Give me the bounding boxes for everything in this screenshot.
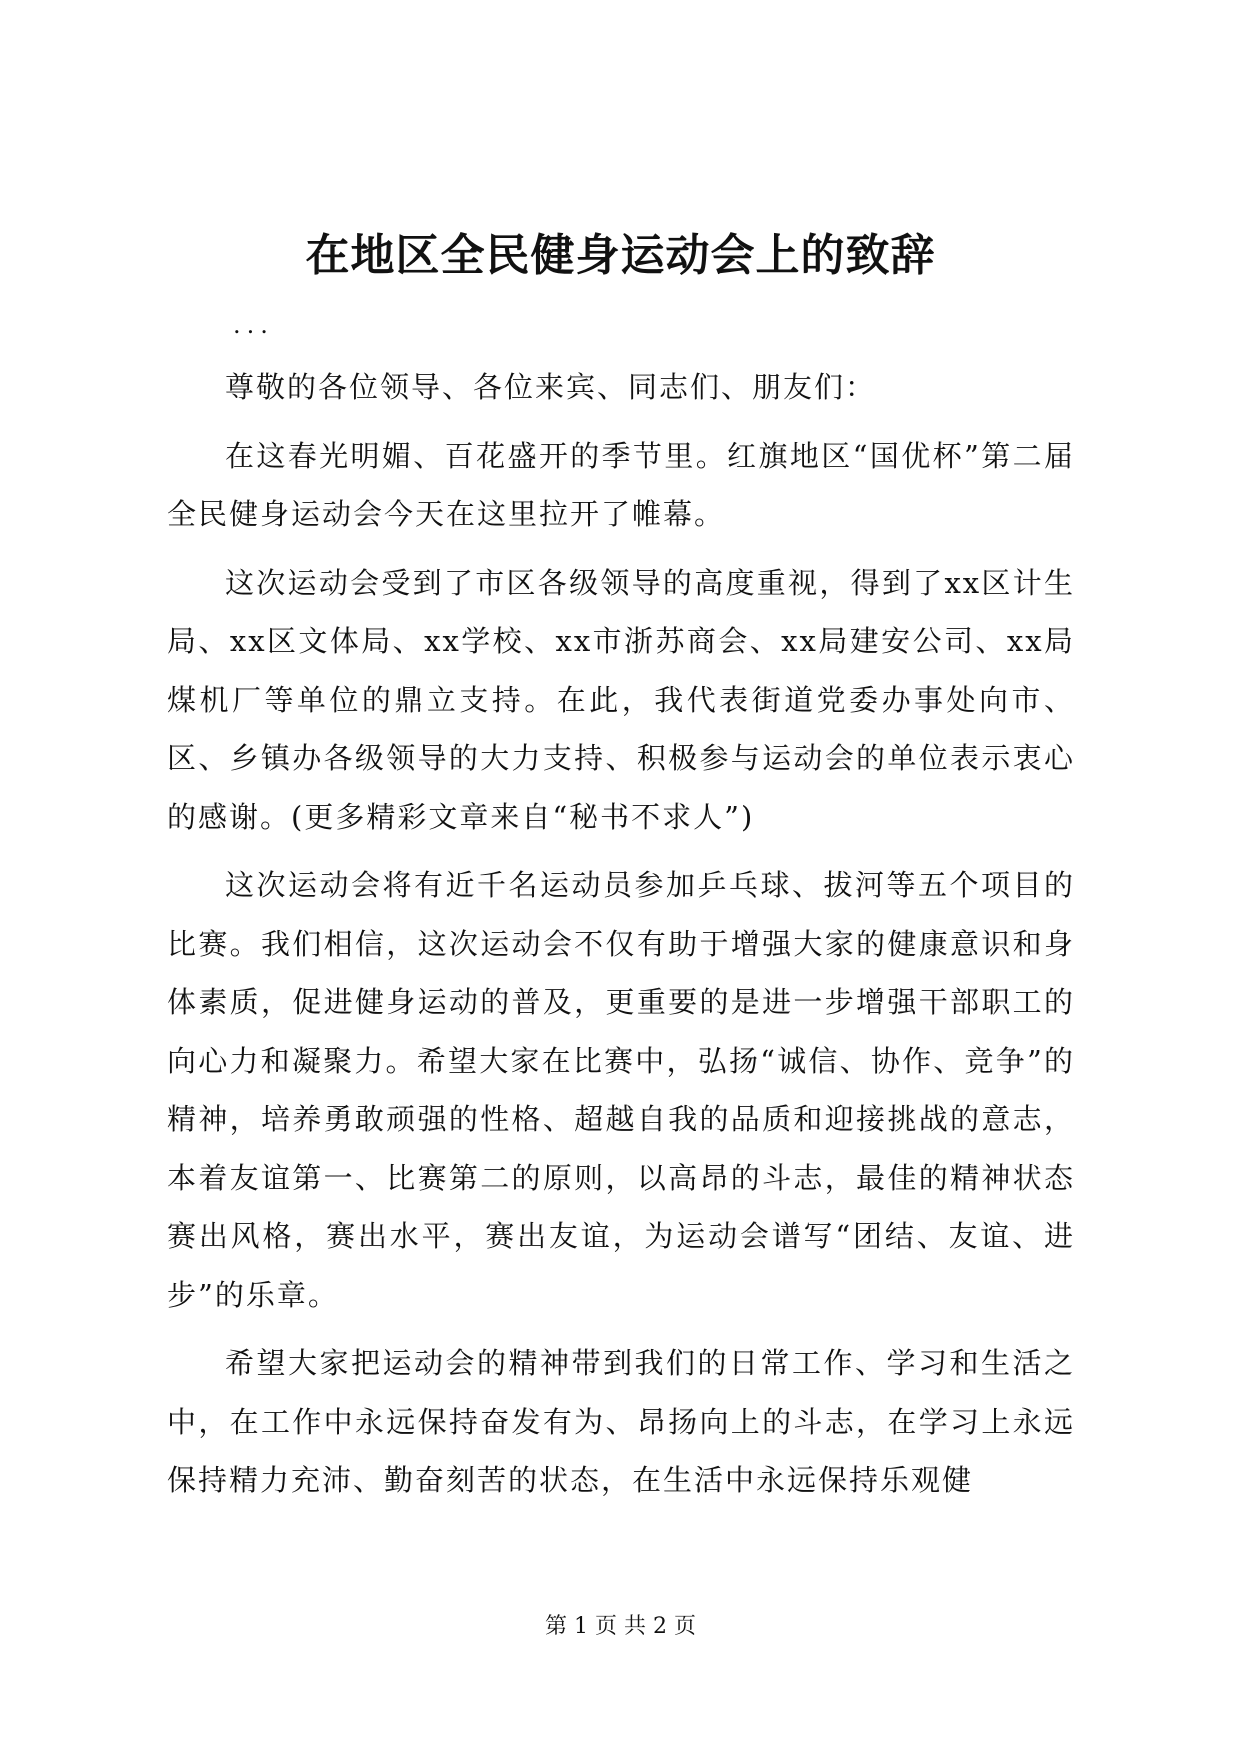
ellipsis-marker: ...: [233, 311, 274, 339]
paragraph-greeting: 尊敬的各位领导、各位来宾、同志们、朋友们：: [225, 370, 877, 404]
paragraph-hope: 希望大家把运动会的精神带到我们的日常工作、学习和生活之中，在工作中永远保持奋发有为、昂扬向上的斗志，在学习上永远保持精力充沛、勤奋刻苦的状态，在生活中永远保持乐观健: [167, 1346, 1075, 1497]
paragraph-thanks: 这次运动会受到了市区各级领导的高度重视，得到了xx区计生局、xx区文体局、xx学校、xx市浙苏商会、xx局建安公司、xx局煤机厂等单位的鼎立支持。在此，我代表街道党委办事处向市、区、乡镇办各级领导的大力支持、积极参与运动会的单位表示衷心的感谢。(更多精彩文章来自“秘书不求人”): [167, 565, 1075, 834]
paragraph-competition: 这次运动会将有近千名运动员参加乒乓球、拔河等五个项目的比赛。我们相信，这次运动会不仅有助于增强大家的健康意识和身体素质，促进健身运动的普及，更重要的是进一步增强干部职工的向心力和凝聚力。希望大家在比赛中，弘扬“诚信、协作、竞争”的精神，培养勇敢顽强的性格、超越自我的品质和迎接挑战的意志，本着友谊第一、比赛第二的原则，以高昂的斗志，最佳的精神状态赛出风格，赛出水平，赛出友谊，为运动会谱写“团结、友谊、进步”的乐章。: [167, 868, 1075, 1312]
document-title: 在地区全民健身运动会上的致辞: [305, 230, 936, 281]
paragraph-opening: 在这春光明媚、百花盛开的季节里。红旗地区“国优杯”第二届全民健身运动会今天在这里拉开了帷幕。: [167, 438, 1075, 531]
document-body: [167, 358, 1075, 1520]
page-number-footer: 第 1 页 共 2 页: [545, 1614, 696, 1639]
